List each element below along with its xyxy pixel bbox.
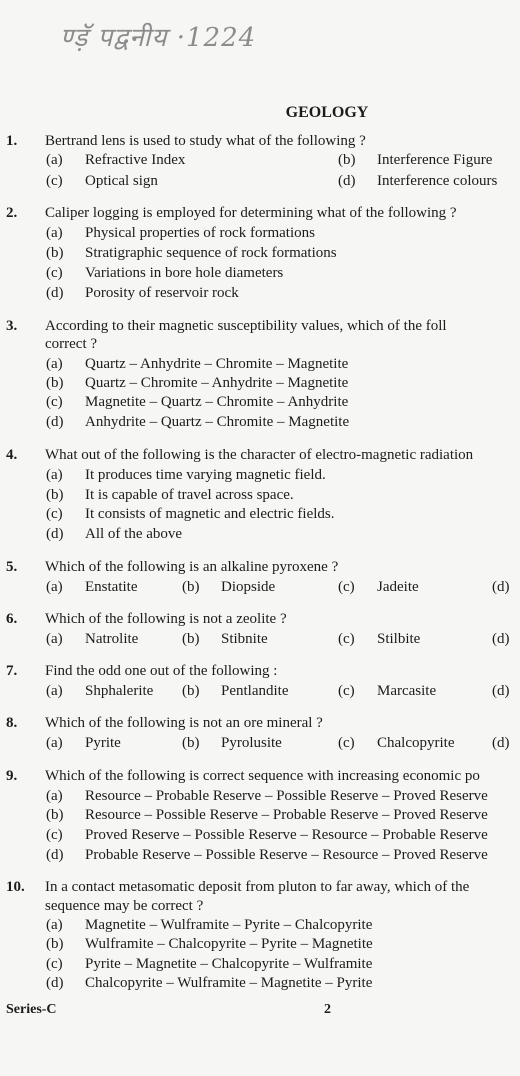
series-label: Series-C <box>6 1002 57 1017</box>
question-stem: According to their magnetic susceptibility values, which of the foll <box>45 318 447 334</box>
question-number: 5. <box>6 559 18 575</box>
question-number: 10. <box>6 879 25 895</box>
question-stem: Caliper logging is employed for determining what of the following ? <box>45 205 457 221</box>
page-number: 2 <box>324 1002 331 1017</box>
question-number: 9. <box>6 768 18 784</box>
question-stem: Which of the following is an alkaline pyroxene ? <box>45 559 339 575</box>
question-stem: Which of the following is not an ore mineral ? <box>45 715 323 731</box>
question-number: 3. <box>6 318 18 334</box>
question-number: 1. <box>6 133 18 149</box>
subject-title: GEOLOGY <box>285 104 369 121</box>
question-number: 2. <box>6 205 18 221</box>
question-stem-cont: sequence may be correct ? <box>45 898 204 914</box>
question-stem: Which of the following is not a zeolite ? <box>45 611 287 627</box>
question-number: 6. <box>6 611 18 627</box>
question-stem: In a contact metasomatic deposit from pluton to far away, which of the <box>45 879 470 895</box>
question-3 <box>6 316 520 356</box>
question-stem: What out of the following is the character of electro-magnetic radiation <box>45 447 474 463</box>
question-10 <box>6 877 520 917</box>
question-number: 4. <box>6 447 18 463</box>
question-number: 8. <box>6 715 18 731</box>
question-stem: Which of the following is correct sequence with increasing economic po <box>45 768 480 784</box>
question-stem-cont: correct ? <box>45 336 98 352</box>
question-stem: Bertrand lens is used to study what of the following ? <box>45 133 366 149</box>
handwritten-annotation: ण्ड़ॅ पद्वनीय ·1224 <box>60 23 257 53</box>
question-number: 7. <box>6 663 18 679</box>
question-stem: Find the odd one out of the following : <box>45 663 278 679</box>
